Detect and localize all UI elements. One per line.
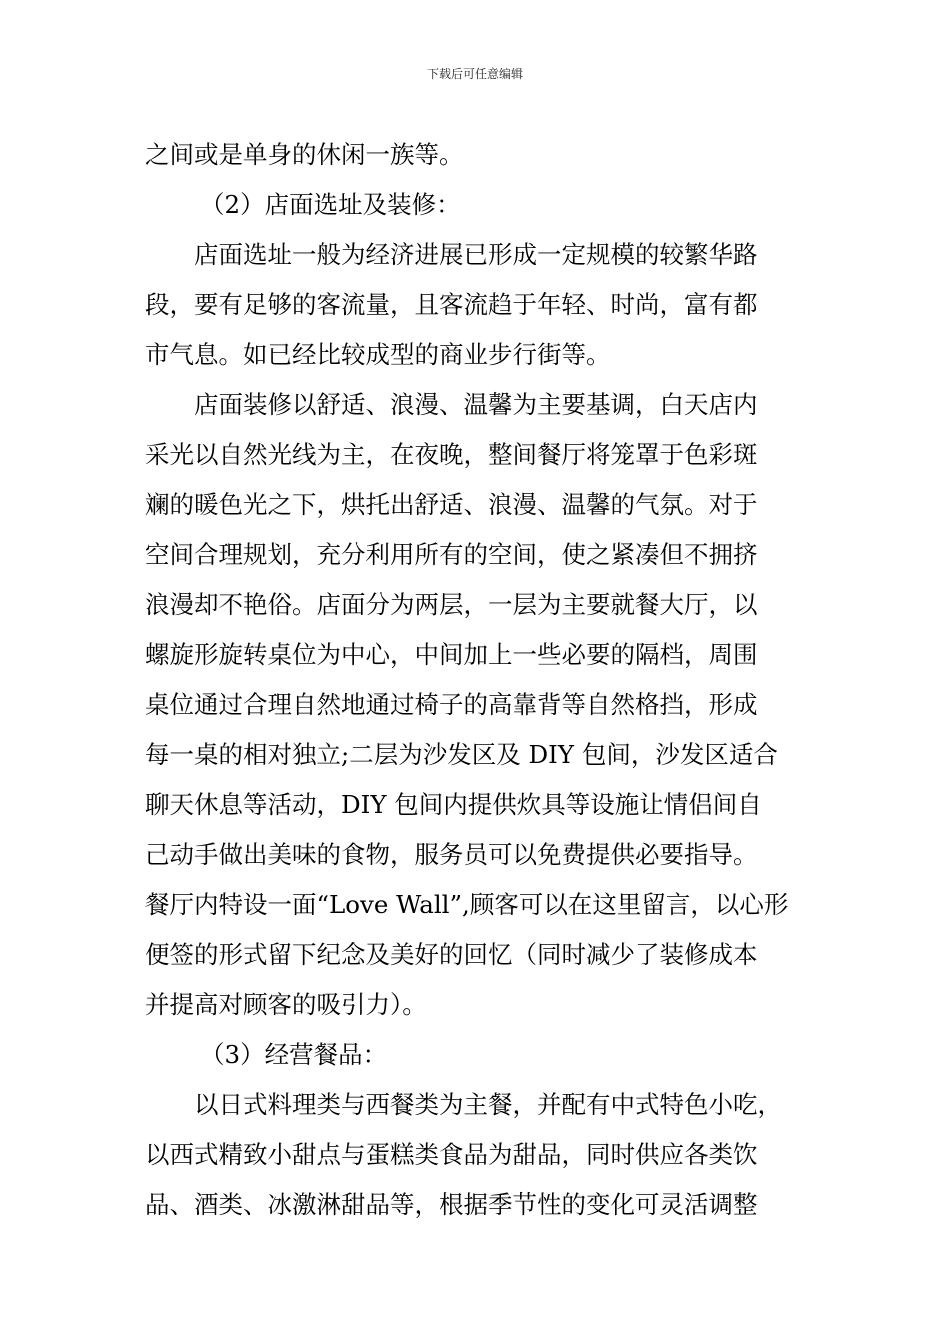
text-line: 并提高对顾客的吸引力）。 [145, 990, 427, 1019]
text-line: 之间或是单身的休闲一族等。 [145, 140, 464, 169]
text-line: 市气息。如已经比较成型的商业步行街等。 [145, 340, 611, 369]
text-line: 每一桌的相对独立;二层为沙发区及 DIY 包间，沙发区适合 [145, 740, 778, 769]
text-line: 空间合理规划，充分利用所有的空间，使之紧凑但不拥挤 [145, 540, 758, 569]
document-body [145, 130, 815, 1230]
text-line: 店面选址一般为经济进展已形成一定规模的较繁华路 [194, 240, 758, 269]
text-line: 聊天休息等活动，DIY 包间内提供炊具等设施让情侣间自 [145, 790, 762, 819]
text-line: 以日式料理类与西餐类为主餐，并配有中式特色小吃， [194, 1090, 782, 1119]
text-line: 以西式精致小甜点与蛋糕类食品为甜品，同时供应各类饮 [145, 1140, 758, 1169]
text-line: 段，要有足够的客流量，且客流趋于年轻、时尚，富有都 [145, 290, 758, 319]
text-line: 浪漫却不艳俗。店面分为两层，一层为主要就餐大厅，以 [145, 590, 758, 619]
text-line: 桌位通过合理自然地通过椅子的高靠背等自然格挡，形成 [145, 690, 758, 719]
text-line: 店面装修以舒适、浪漫、温馨为主要基调，白天店内 [194, 390, 758, 419]
text-line: 采光以自然光线为主，在夜晚，整间餐厅将笼罩于色彩斑 [145, 440, 758, 469]
page-header: 下载后可任意编辑 [426, 67, 523, 81]
text-line: 螺旋形旋转桌位为中心，中间加上一些必要的隔档，周围 [145, 640, 758, 669]
section-heading: （3）经营餐品： [200, 1040, 388, 1069]
section-heading: （2）店面选址及装修： [200, 190, 461, 219]
text-line: 品、酒类、冰激淋甜品等，根据季节性的变化可灵活调整 [145, 1190, 758, 1219]
text-line: 餐厅内特设一面“Love Wall”,顾客可以在这里留言，以心形 [145, 890, 789, 919]
text-line: 斓的暖色光之下，烘托出舒适、浪漫、温馨的气氛。对于 [145, 490, 758, 519]
text-line: 便签的形式留下纪念及美好的回忆（同时减少了装修成本 [145, 940, 758, 969]
text-line: 己动手做出美味的食物，服务员可以免费提供必要指导。 [145, 840, 758, 869]
